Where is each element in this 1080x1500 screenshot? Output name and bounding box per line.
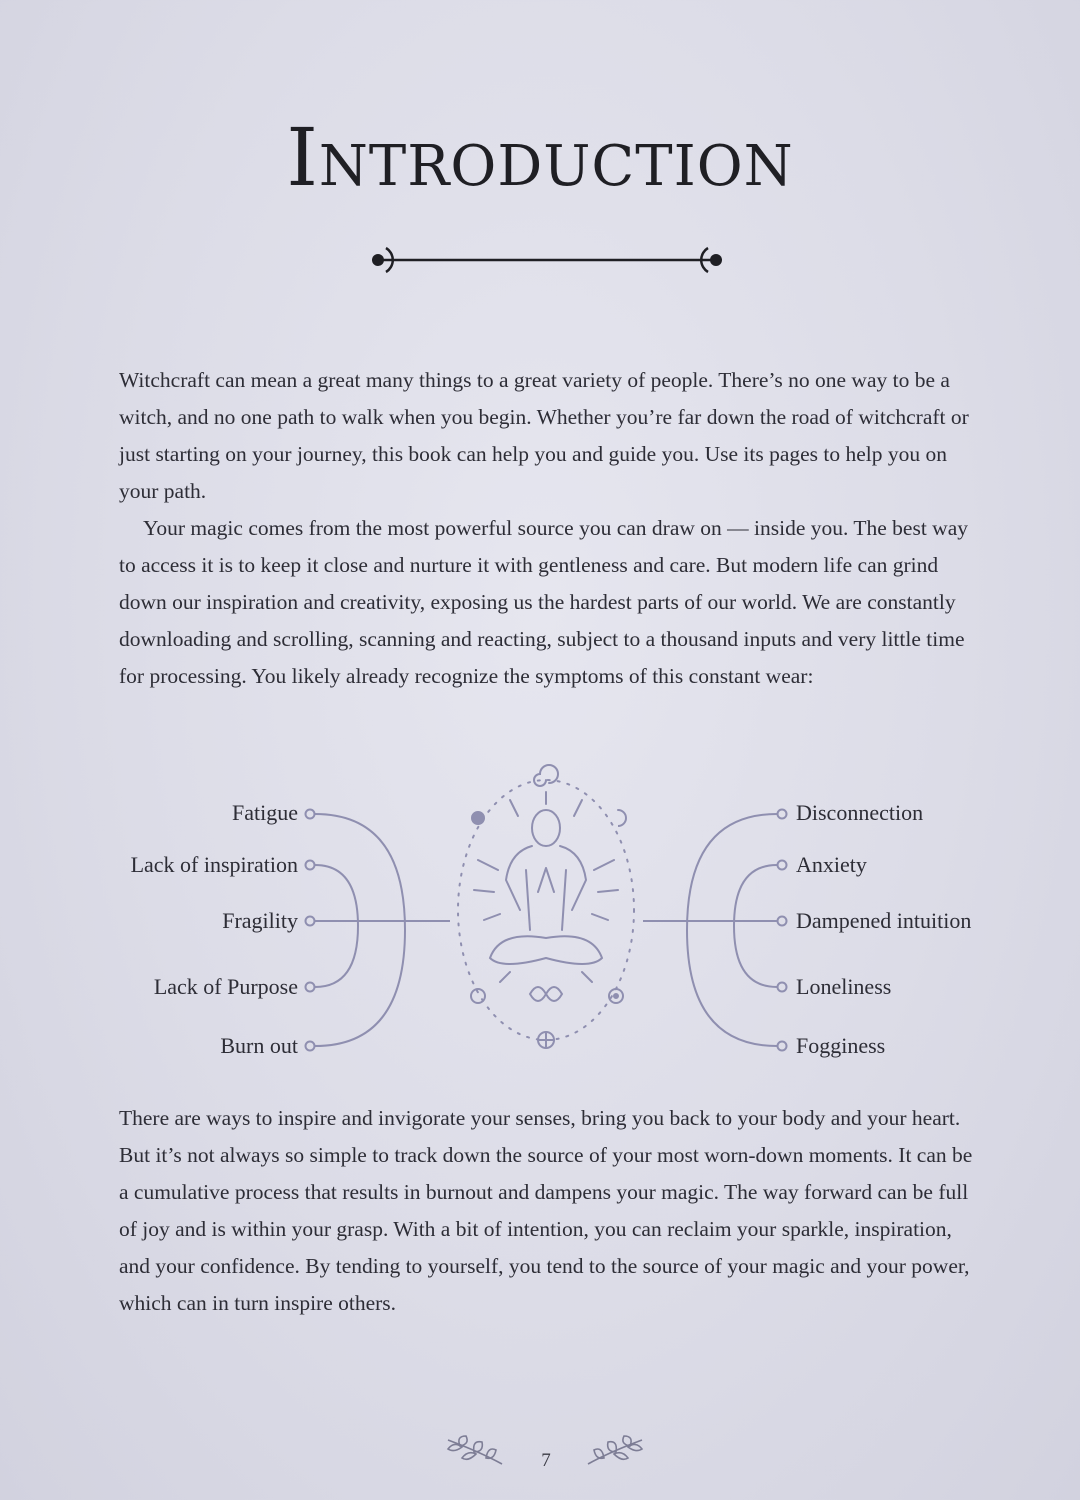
- symptom-disconnection: Disconnection: [796, 800, 924, 825]
- symptom-lack-of-inspiration: Lack of inspiration: [130, 852, 298, 877]
- page-number: 7: [541, 1450, 551, 1471]
- meditating-figure-icon: [450, 760, 643, 1060]
- symptom-burn-out: Burn out: [220, 1033, 298, 1058]
- title-divider-ornament: [362, 238, 732, 282]
- symptom-loneliness: Loneliness: [796, 974, 892, 999]
- symptom-lack-of-purpose: Lack of Purpose: [153, 974, 298, 999]
- symptom-anxiety: Anxiety: [796, 852, 867, 877]
- symptom-dampened-intuition: Dampened intuition: [796, 908, 972, 933]
- page-title: Introduction: [286, 111, 794, 204]
- closing-paragraph: There are ways to inspire and invigorate your senses, bring you back to your body and your heart. But it’s not always so simple to track down the source of your most worn-down moments. It can be a cumulative process that results in burnout and dampens your magic. The way forward can be full of joy and is within your grasp. With a bit of intention, you can reclaim your sparkle, inspiration, and your confidence. By tending to yourself, you tend to the source of your magic and your power, which can in turn inspire others.: [119, 1106, 973, 1315]
- symptom-fatigue: Fatigue: [232, 800, 298, 825]
- symptom-fragility: Fragility: [222, 908, 298, 933]
- symptom-fogginess: Fogginess: [796, 1033, 886, 1058]
- intro-paragraph-1: Witchcraft can mean a great many things to a great variety of people. There’s no one way to be a witch, and no one path to walk when you begin. Whether you’re far down the road of witchcraft or just starting on your journey, this book can help you and guide you. Use its pages to help you on your path.: [119, 368, 969, 503]
- intro-paragraph-2: Your magic comes from the most powerful source you can draw on — inside you. The best way to access it is to keep it close and nurture it with gentleness and care. But modern life can grind down our inspiration and creativity, exposing us the hardest parts of our world. We are constantly downloading and scrolling, scanning and reacting, subject to a thousand inputs and very little time for processing. You likely already recognize the symptoms of this constant wear:: [119, 516, 968, 688]
- symptoms-diagram: [0, 760, 1080, 1060]
